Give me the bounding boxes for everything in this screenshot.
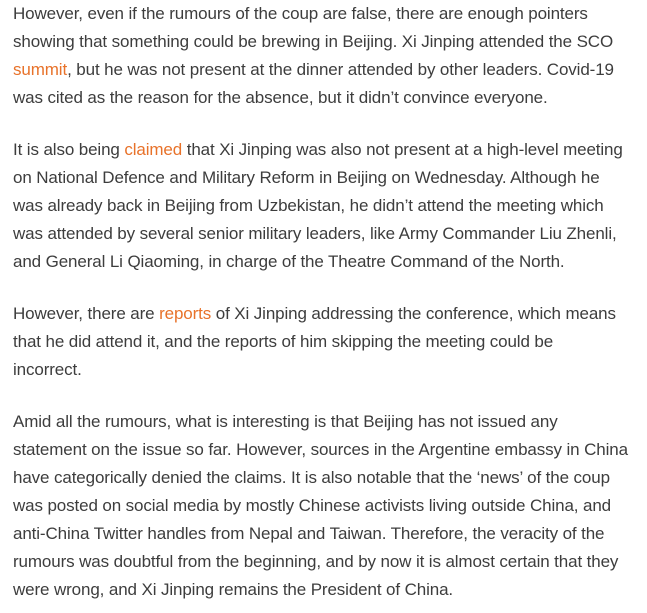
paragraph-2 — [13, 136, 634, 276]
text-line — [13, 548, 634, 576]
text-segment: incorrect. — [13, 360, 82, 379]
text-line — [13, 56, 634, 84]
text-segment: showing that something could be brewing in Beijing. Xi Jinping attended the SCO — [13, 32, 614, 51]
text-segment: that Xi Jinping was also not present at a high-level meeting — [182, 140, 623, 159]
text-line — [13, 408, 634, 436]
text-segment: rumours was doubtful from the beginning, and by now it is almost certain that they — [13, 552, 619, 571]
text-segment: of Xi Jinping addressing the conference, which means — [211, 304, 616, 323]
paragraph-1 — [13, 0, 634, 112]
text-segment: were wrong, and Xi Jinping remains the President of China. — [13, 580, 454, 599]
text-segment: and General Li Qiaoming, in charge of the Theatre Command of the North. — [13, 252, 565, 271]
reports-link[interactable]: reports — [159, 304, 212, 323]
text-line — [13, 0, 634, 28]
text-segment: that he did attend it, and the reports of him skipping the meeting could be — [13, 332, 554, 351]
text-line — [13, 84, 634, 112]
text-segment: However, there are — [13, 304, 160, 323]
text-segment: However, even if the rumours of the coup are false, there are enough pointers — [13, 4, 588, 23]
text-segment: on National Defence and Military Reform in Beijing on Wednesday. Although he — [13, 168, 600, 187]
text-line — [13, 436, 634, 464]
text-line — [13, 464, 634, 492]
text-line — [13, 520, 634, 548]
text-segment: , but he was not present at the dinner attended by other leaders. Covid-19 — [67, 60, 614, 79]
text-line — [13, 192, 634, 220]
text-segment: It is also being — [13, 140, 125, 159]
text-line — [13, 300, 634, 328]
text-segment: have categorically denied the claims. It is also notable that the ‘news’ of the coup — [13, 468, 610, 487]
text-line — [13, 356, 634, 384]
paragraph-4 — [13, 408, 634, 604]
claimed-link[interactable]: claimed — [124, 140, 183, 159]
paragraph-3 — [13, 300, 634, 384]
text-line — [13, 248, 634, 276]
text-segment: anti-China Twitter handles from Nepal and Taiwan. Therefore, the veracity of the — [13, 524, 605, 543]
text-line — [13, 136, 634, 164]
text-line — [13, 328, 634, 356]
text-segment: statement on the issue so far. However, sources in the Argentine embassy in China — [13, 440, 628, 459]
text-line — [13, 164, 634, 192]
text-line — [13, 492, 634, 520]
text-line — [13, 220, 634, 248]
text-line — [13, 576, 634, 604]
text-segment: Amid all the rumours, what is interesting is that Beijing has not issued any — [13, 412, 558, 431]
text-segment: was attended by several senior military leaders, like Army Commander Liu Zhenli, — [13, 224, 617, 243]
summit-link[interactable]: summit — [13, 60, 68, 79]
text-segment: was cited as the reason for the absence, but it didn’t convince everyone. — [13, 88, 548, 107]
text-segment: was posted on social media by mostly Chinese activists living outside China, and — [13, 496, 611, 515]
text-line — [13, 28, 634, 56]
text-segment: was already back in Beijing from Uzbekistan, he didn’t attend the meeting which — [13, 196, 604, 215]
